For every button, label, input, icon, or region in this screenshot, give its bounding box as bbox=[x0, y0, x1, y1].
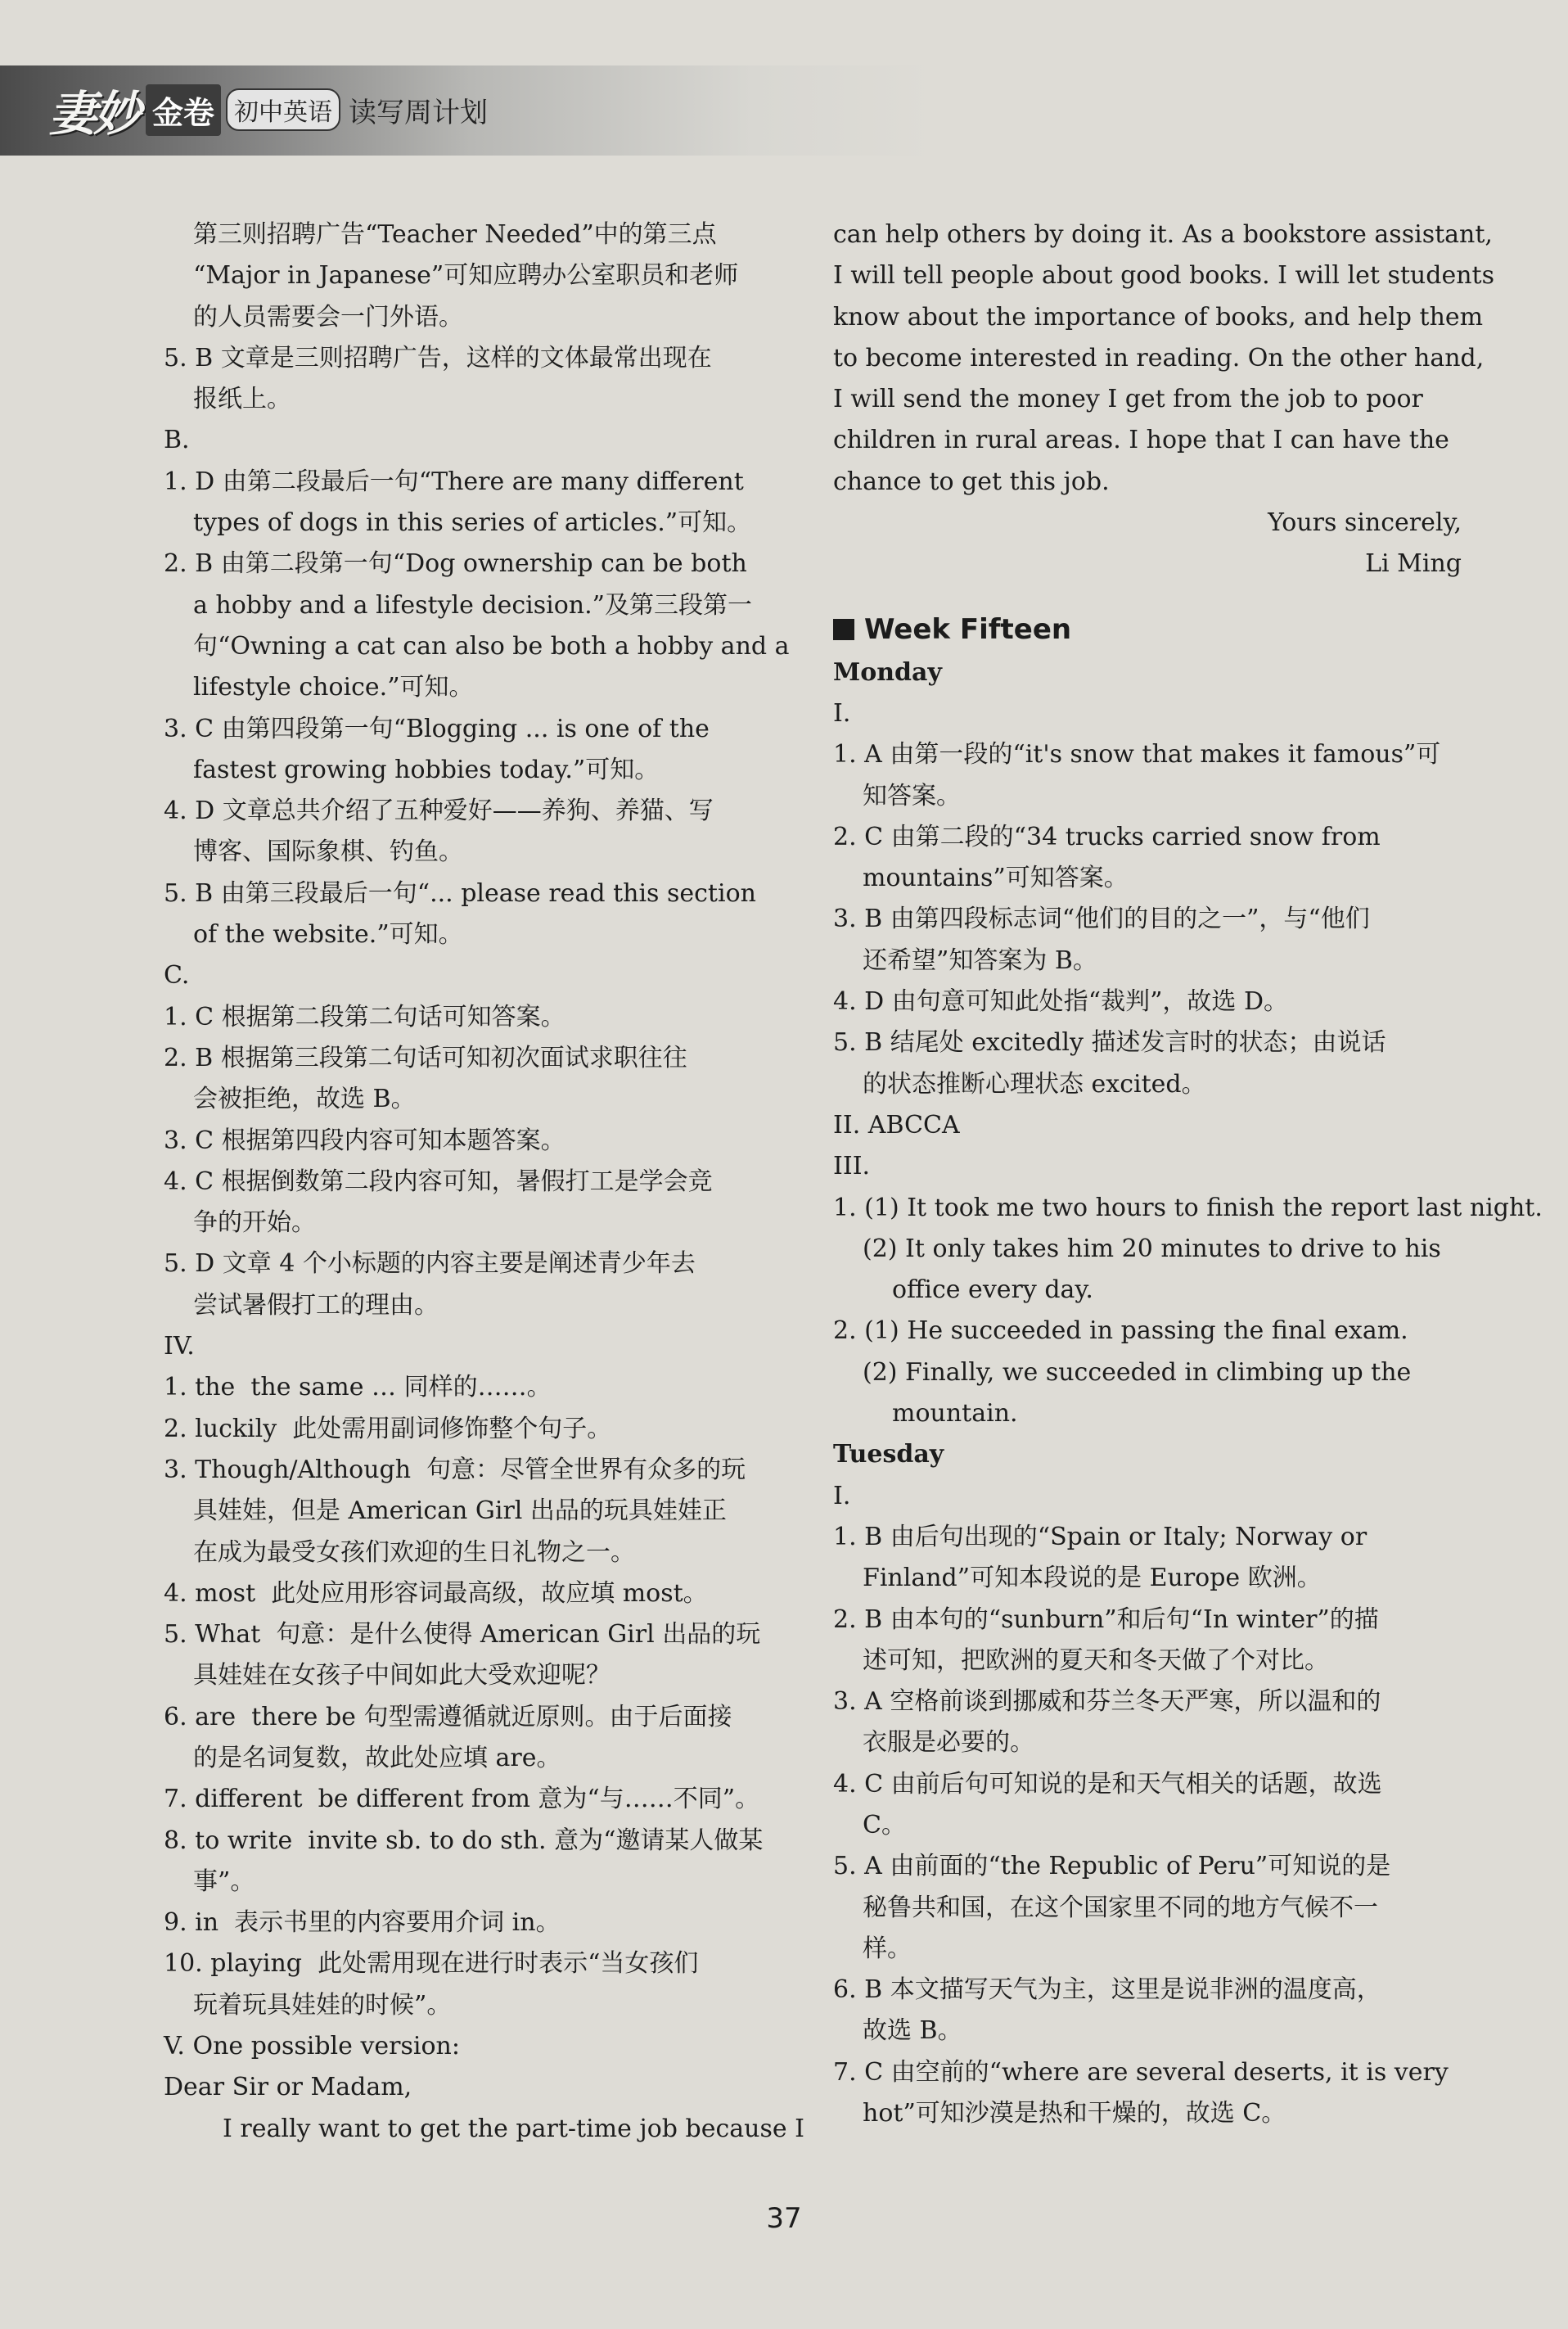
text-line: 2. (1) He succeeded in passing the final exam. bbox=[833, 1316, 1408, 1346]
section-label: II. ABCCA bbox=[833, 1110, 960, 1140]
text-line: 故选 B。 bbox=[863, 2016, 962, 2046]
letter-body-line: to become interested in reading. On the other hand, bbox=[833, 343, 1485, 372]
right-column bbox=[833, 214, 1543, 2134]
text-line: 5. B 结尾处 excitedly 描述发言时的状态；由说话 bbox=[833, 1028, 1386, 1058]
text-line: 知答案。 bbox=[863, 781, 961, 810]
text-line: 6. B 本文描写天气为主，这里是说非洲的温度高， bbox=[833, 1975, 1381, 2005]
text-line: 2. B 根据第三段第二句话可知初次面试求职往往 bbox=[164, 1043, 687, 1072]
letter-body-line: I will tell people about good books. I will let students bbox=[833, 261, 1494, 291]
text-line: 具娃娃，但是 American Girl 出品的玩具娃娃正 bbox=[193, 1496, 727, 1526]
text-line: 的状态推断心理状态 excited。 bbox=[863, 1069, 1206, 1099]
text-line: office every day. bbox=[892, 1275, 1093, 1305]
text-line: mountains”可知答案。 bbox=[863, 864, 1129, 893]
text-line: 5. B 由第三段最后一句“... please read this section bbox=[164, 878, 756, 908]
page-number: 37 bbox=[766, 2202, 802, 2235]
left-column bbox=[164, 214, 805, 2150]
logo-brand: 金卷 bbox=[146, 84, 221, 136]
text-line: 还希望”知答案为 B。 bbox=[863, 946, 1097, 975]
text-line: 1. A 由第一段的“it's snow that makes it famous”可 bbox=[833, 740, 1441, 770]
text-line: lifestyle choice.”可知。 bbox=[193, 673, 474, 702]
text-line: (2) It only takes him 20 minutes to drive to his bbox=[863, 1234, 1441, 1263]
text-line: 5. What 句意：是什么使得 American Girl 出品的玩 bbox=[164, 1620, 761, 1650]
letter-body-line: I really want to get the part-time job because I bbox=[223, 2114, 805, 2143]
letter-signature: Li Ming bbox=[1365, 549, 1462, 579]
text-line: 2. luckily 此处需用副词修饰整个句子。 bbox=[164, 1414, 612, 1443]
text-line: 9. in 表示书里的内容要用介词 in。 bbox=[164, 1908, 561, 1938]
text-line: 博客、国际象棋、钓鱼。 bbox=[193, 837, 463, 867]
text-line: mountain. bbox=[892, 1399, 1018, 1429]
text-line: 10. playing 此处需用现在进行时表示“当女孩们 bbox=[164, 1949, 699, 1979]
text-line: “Major in Japanese”可知应聘办公室职员和老师 bbox=[193, 261, 739, 291]
text-line: 3. C 由第四段第一句“Blogging ... is one of the bbox=[164, 714, 710, 743]
text-line: 1. D 由第二段最后一句“There are many different bbox=[164, 467, 744, 496]
text-line: 衣服是必要的。 bbox=[863, 1728, 1034, 1758]
text-line: 3. B 由第四段标志词“他们的目的之一”，与“他们 bbox=[833, 905, 1370, 934]
text-line: 4. D 文章总共介绍了五种爱好——养狗、养猫、写 bbox=[164, 797, 714, 826]
text-line: 4. most 此处应用形容词最高级，故应填 most。 bbox=[164, 1578, 708, 1608]
text-line: Finland”可知本段说的是 Europe 欧洲。 bbox=[863, 1564, 1322, 1593]
text-line: 会被拒绝，故选 B。 bbox=[193, 1085, 416, 1114]
text-line: 具娃娃在女孩子中间如此大受欢迎呢？ bbox=[193, 1661, 611, 1690]
section-label: C. bbox=[164, 961, 190, 991]
text-line: hot”可知沙漠是热和干燥的，故选 C。 bbox=[863, 2099, 1286, 2128]
section-label: V. One possible version: bbox=[164, 2032, 460, 2061]
logo-level: 初中英语 bbox=[226, 88, 340, 131]
text-line: types of dogs in this series of articles.”可知。 bbox=[193, 508, 752, 538]
text-line: 3. Though/Although 句意：尽管全世界有众多的玩 bbox=[164, 1455, 746, 1484]
text-line: 4. C 由前后句可知说的是和天气相关的话题，故选 bbox=[833, 1769, 1382, 1799]
letter-body-line: can help others by doing it. As a bookstore assistant, bbox=[833, 220, 1493, 249]
letter-body-line: I will send the money I get from the job to poor bbox=[833, 385, 1423, 414]
text-line: 的是名词复数，故此处应填 are。 bbox=[193, 1743, 561, 1772]
text-line: 2. C 由第二段的“34 trucks carried snow from bbox=[833, 822, 1381, 851]
text-line: a hobby and a lifestyle decision.”及第三段第一 bbox=[193, 590, 752, 620]
text-line: C。 bbox=[863, 1810, 906, 1839]
text-line: 述可知，把欧洲的夏天和冬天做了个对比。 bbox=[863, 1645, 1329, 1675]
text-line: 7. C 由空前的“where are several deserts, it is very bbox=[833, 2057, 1449, 2087]
text-line: fastest growing hobbies today.”可知。 bbox=[193, 755, 660, 784]
text-line: 句“Owning a cat can also be both a hobby and a bbox=[193, 631, 790, 661]
logo-series: 读写周计划 bbox=[349, 96, 489, 129]
text-line: 尝试暑假打工的理由。 bbox=[193, 1290, 439, 1320]
day-heading: Tuesday bbox=[833, 1440, 944, 1469]
section-label: IV. bbox=[164, 1332, 195, 1361]
text-line: 1. B 由后句出现的“Spain or Italy; Norway or bbox=[833, 1522, 1367, 1551]
text-line: 5. B 文章是三则招聘广告，这样的文体最常出现在 bbox=[164, 343, 712, 372]
letter-body-line: know about the importance of books, and help them bbox=[833, 302, 1484, 332]
text-line: 事”。 bbox=[193, 1866, 255, 1896]
logo-glyph: 妻妙 bbox=[49, 86, 138, 142]
series-logo bbox=[49, 69, 507, 151]
text-line: 样。 bbox=[863, 1934, 912, 1963]
week-heading-text: Week Fifteen bbox=[864, 612, 1072, 646]
letter-closing: Yours sincerely, bbox=[1268, 508, 1462, 538]
section-label: I. bbox=[833, 698, 851, 728]
text-line: 1. C 根据第二段第二句话可知答案。 bbox=[164, 1002, 565, 1031]
text-line: 的人员需要会一门外语。 bbox=[193, 302, 463, 332]
text-line: 8. to write invite sb. to do sth. 意为“邀请某人做某 bbox=[164, 1826, 764, 1855]
text-line: 争的开始。 bbox=[193, 1208, 316, 1238]
text-line: 1. the the same … 同样的……。 bbox=[164, 1373, 552, 1402]
text-line: 玩着玩具娃娃的时候”。 bbox=[193, 1990, 452, 2020]
text-line: 3. A 空格前谈到挪威和芬兰冬天严寒，所以温和的 bbox=[833, 1687, 1381, 1717]
text-line: 1. (1) It took me two hours to finish the report last night. bbox=[833, 1193, 1543, 1222]
day-heading: Monday bbox=[833, 657, 942, 687]
text-line: 3. C 根据第四段内容可知本题答案。 bbox=[164, 1126, 565, 1155]
text-line: of the website.”可知。 bbox=[193, 920, 463, 950]
section-label: B. bbox=[164, 426, 190, 455]
text-line: 6. are there be 句型需遵循就近原则。由于后面接 bbox=[164, 1702, 732, 1731]
text-line: 在成为最受女孩们欢迎的生日礼物之一。 bbox=[193, 1537, 635, 1567]
section-label: I. bbox=[833, 1481, 851, 1510]
week-heading bbox=[833, 607, 1462, 652]
text-line: 2. B 由本句的“sunburn”和后句“In winter”的描 bbox=[833, 1605, 1379, 1634]
text-line: (2) Finally, we succeeded in climbing up the bbox=[863, 1357, 1412, 1387]
text-line: 5. D 文章 4 个小标题的内容主要是阐述青少年去 bbox=[164, 1249, 696, 1279]
square-bullet-icon bbox=[833, 619, 854, 640]
text-line: 第三则招聘广告“Teacher Needed”中的第三点 bbox=[193, 220, 717, 249]
text-line: 5. A 由前面的“the Republic of Peru”可知说的是 bbox=[833, 1852, 1391, 1881]
text-line: 4. D 由句意可知此处指“裁判”，故选 D。 bbox=[833, 987, 1289, 1017]
letter-salutation: Dear Sir or Madam, bbox=[164, 2073, 412, 2102]
letter-body-line: children in rural areas. I hope that I can have the bbox=[833, 426, 1449, 455]
section-label: III. bbox=[833, 1152, 871, 1181]
text-line: 秘鲁共和国，在这个国家里不同的地方气候不一 bbox=[863, 1893, 1378, 1922]
text-line: 报纸上。 bbox=[193, 385, 291, 414]
text-line: 7. different be different from 意为“与……不同”。 bbox=[164, 1785, 760, 1814]
text-line: 2. B 由第二段第一句“Dog ownership can be both bbox=[164, 549, 747, 579]
text-line: 4. C 根据倒数第二段内容可知，暑假打工是学会竞 bbox=[164, 1167, 713, 1196]
letter-body-line: chance to get this job. bbox=[833, 467, 1110, 496]
